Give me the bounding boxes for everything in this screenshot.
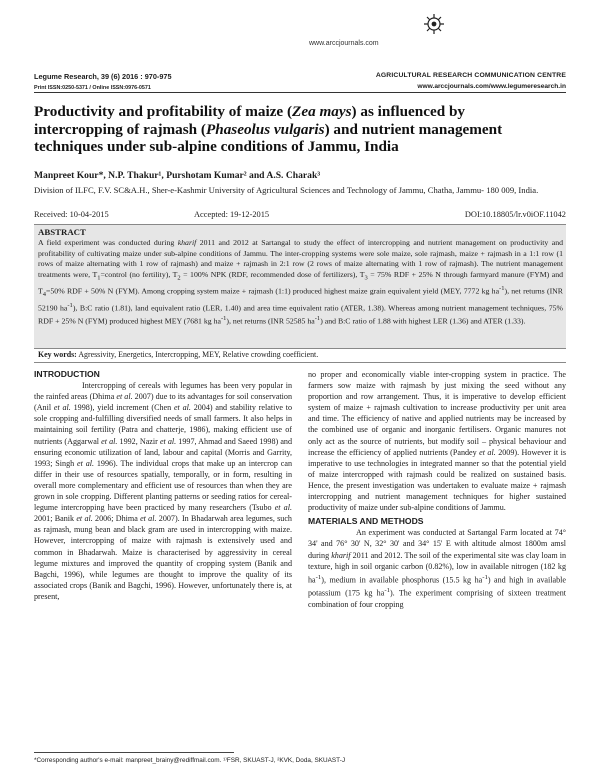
author-list: Manpreet Kour*, N.P. Thakur¹, Purshotam Kumar² and A.S. Charak³ <box>34 170 321 181</box>
doi[interactable]: DOI:10.18805/lr.v0iOF.11042 <box>464 210 566 219</box>
affiliation: Division of ILFC, F.V. SC&A.H., Sher-e-Kashmir University of Agricultural Sciences and Technology of Jammu, Chatha, Jammu- 180 009, India. <box>34 185 539 195</box>
footnote-rule <box>34 752 234 753</box>
keywords-rule <box>34 362 566 363</box>
introduction-heading: INTRODUCTION <box>34 369 100 379</box>
journal-header <box>34 72 172 91</box>
publisher-name: AGRICULTURAL RESEARCH COMMUNICATION CENTRE <box>375 72 566 79</box>
methods-heading: MATERIALS AND METHODS <box>308 516 424 527</box>
journal-citation: Legume Research, 39 (6) 2016 : 970-975 <box>34 72 172 81</box>
introduction-continued: no proper and economically viable inter-cropping system in practice. The farmers sow maize with rajmash by just mixing the seed without any proportion and row arrangement. Thus, it is imperative to develop efficient system of maize + rajmash cultivation to increase productivity per unit area and time. The efficiency of native and applied nutrients may be increased by the combined use of organic and inorganic fertilisers. Organic manures not only act as the source of nutrients, but modify soil – physical behaviour and increase the efficiency of applied nutrients (Pandey et al. 2009). However it is imperative to use technologies in integrated manner so that the potential yield of maize intercropped with rajmash could be realized on sustained basis. Hence, the present investigation was undertaken to evaluate maize + rajmash intercropping and nutrient management techniques for higher sustained productivity of maize under sub-alpine conditions of Jammu. <box>308 370 566 513</box>
header-website[interactable]: www.arccjournals.com <box>309 40 379 47</box>
right-column <box>308 369 566 610</box>
received-date: Received: 10-04-2015 <box>34 210 109 219</box>
abstract-heading: ABSTRACT <box>38 227 86 237</box>
footnote: *Corresponding author's e-mail: manpreet_brainy@rediffmail.com. ¹⁾FSR, SKUAST-J, ²KVK, Doda, SKUAST-J <box>34 757 346 764</box>
paper-title: Productivity and profitability of maize (Zea mays) as influenced by intercropping of rajmash (Phaseolus vulgaris) and nutrient management techniques under sub-alpine conditions of Jammu, India <box>34 103 503 155</box>
publisher-header <box>376 72 566 90</box>
publisher-url[interactable]: www.arccjournals.com/www.legumeresearch.in <box>417 83 566 90</box>
methods-paragraph: An experiment was conducted at Sartangal Farm located at 74° 34' and 76° 30' N, 32° 30' and 34° 15' E with altitude almost 1800m amsl during kharif 2011 and 2012. The soil of the experimental site was clay loam in texture, high in soil organic carbon (0.82%), low in available nitrogen (182 kg $ha^{-1}$), medium in available phosphorus (15.5 kg $ha^{-1}$) and high in available potassium (175 kg $ha^{-1}$). The experiment comprising of sixteen treatment combination of four cropping <box>308 528 567 610</box>
introduction-paragraph: Intercropping of cereals with legumes has been very popular in the rainfed areas (Dhima et al. 2007) due to its advantages for soil conservation (Anil et al. 1998), yield increment (Chen et al. 2004) and stability relative to sole cropping and-fulfilling diversified needs of small farmers. It also helps in maintaining soil fertility (Patra and chatterje, 1986), making efficient use of nutrients (Aggarwal et al. 1992, Nazir et al. 1997, Ahmad and Saeed 1998) and ensuring economic utilization of land, labour and capital (Morris and Garrity, 1993; Singh et al. 1996). The individual crops that make up an intercrop can differ in their use of resources spatially, temporally, or in form, resulting in overall more complementary and efficient use of resources than when they are grown in sole cropping. Different planting patterns or seeding ratios for cereal-legume intercropping have been practiced by many researchers (Tsubo et al. 2001; Banik et al. 2006; Dhima et al. 2007). In Bhadarwah area legumes, such as rajmash, mung bean and black gram are used in intercropping with maize. However, intercropping of maize with rajmash is extensively used and common in Bhadarwah. Maize is characterised by aggressivity in cereal legume mixtures and improved the quantity of cropping system (Banik and Bagchi, 1996), while legumes are thought to improve the quality of its associated crops (Banik and Bagchi, 1996). However, unfortunately there is, at present, <box>34 381 293 601</box>
journal-issn: Print ISSN:0250-5371 / Online ISSN:0976-0571 <box>34 85 151 91</box>
header-rule <box>34 92 566 93</box>
keywords: Key words: Agressivity, Energetics, Intercropping, MEY, Relative crowding coefficient. <box>38 350 319 359</box>
arcc-logo-icon <box>417 11 451 37</box>
abstract-text: A field experiment was conducted during kharif 2011 and 2012 at Sartangal to study the effect of intercropping and nutrient management on productivity and profitability of cultivating maize under sub-alpine conditions of Jammu. The inter-cropping systems were sole maize, sole rajmash, maize + rajmash in a 1:1 row (1 rows of maize alternating with 1 row of rajmash) and maize + rajmash in 2:1 row (2 rows of maize alternating with 1 row of rajmash). The nutrient management treatments were, $T_1=control$ (no fertility), $T_2 = 100\%$ NPK (RDF, recommended dose of fertilizers), $T_3 = 75\%$ RDF + 25% N through farmyard manure (FYM) and $T_4=50\%$ RDF + 50% N (FYM). Among cropping system maize + rajmash (1:1) produced highest maize grain equivalent yield (MEY, 7772 kg $ha^{-1}$), net returns (INR 52190 $ha^{-1}$), B:C ratio (1.81), land equivalent ratio (LER, 1.40) and area time equivalent ratio (ATER, 1.38). Whereas among nutrient management techniques, 75% RDF + 25% N (FYM) produced highest MEY (7681 kg $ha^{-1}$), net returns (INR 52585 $ha^{-1}$) and B:C ratio of 1.88 with highest LER (1.36) and ATER (1.33). <box>38 238 564 326</box>
left-column <box>34 369 292 602</box>
accepted-date: Accepted: 19-12-2015 <box>194 210 270 219</box>
